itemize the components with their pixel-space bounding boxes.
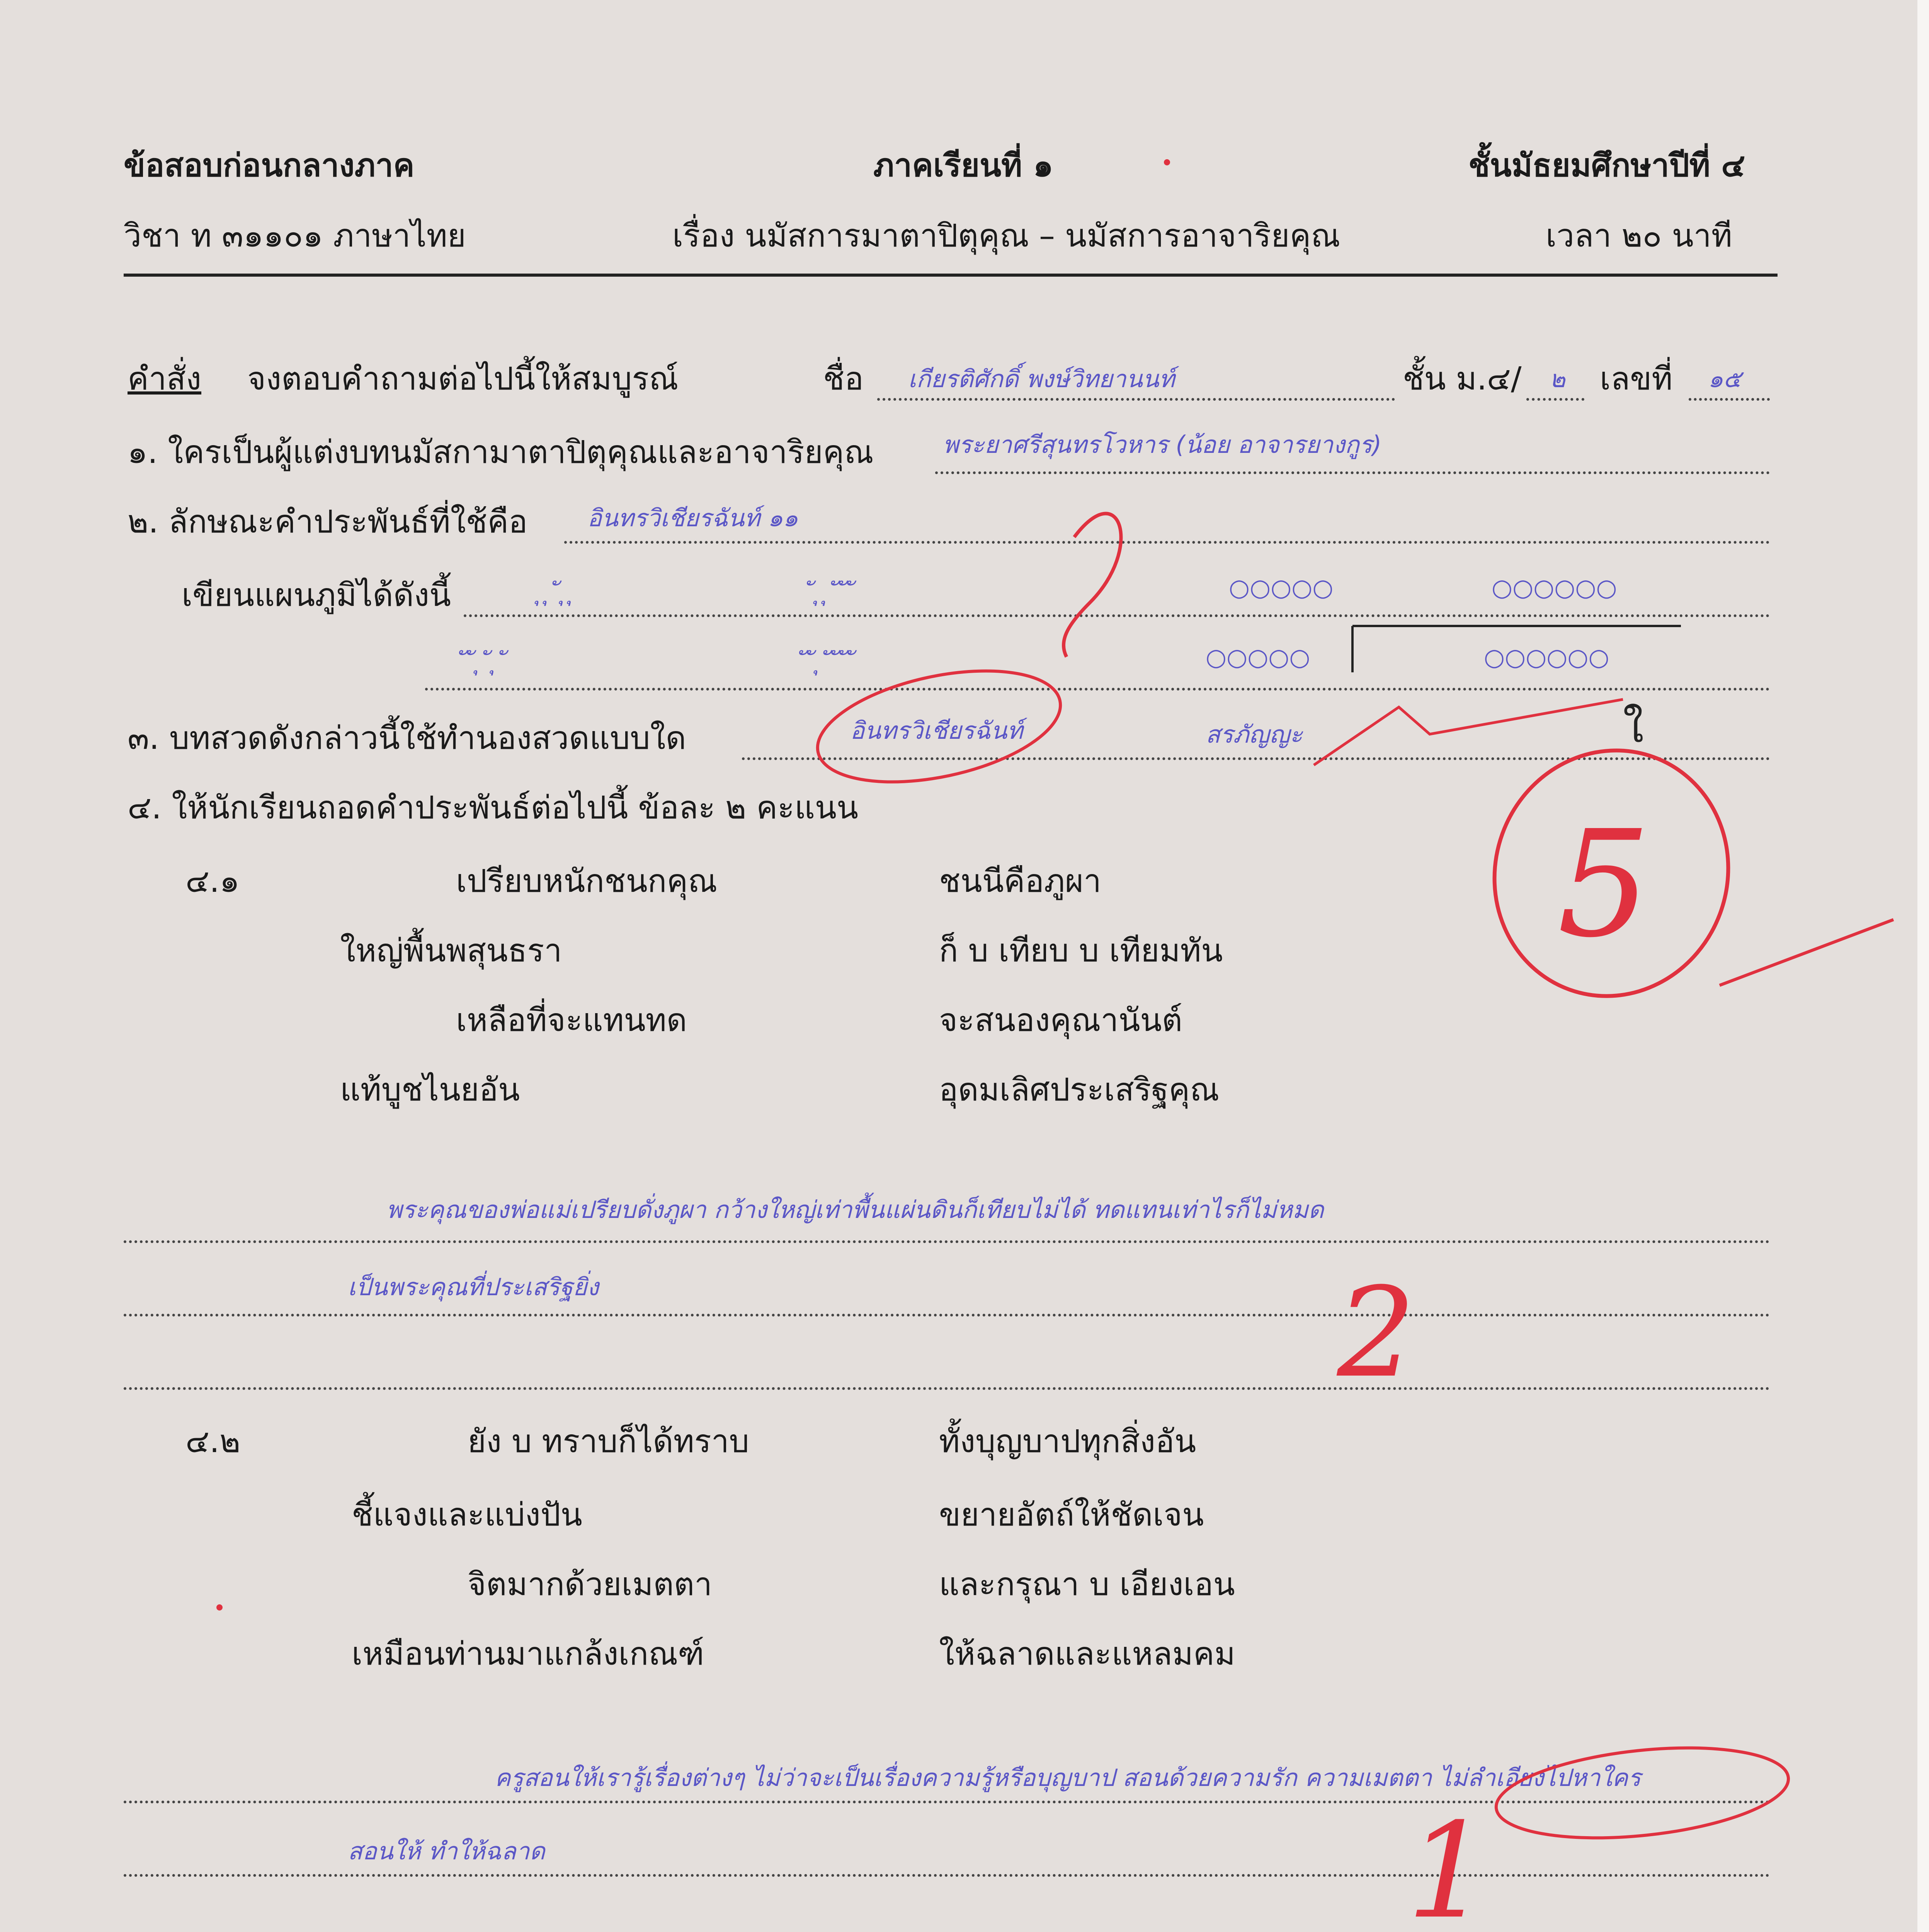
number-label: เลขที่ <box>1600 361 1673 397</box>
class-value: ๒ <box>1550 365 1565 393</box>
s1-line1-b: ชนนีคือภูผา <box>939 863 1102 900</box>
semester: ภาคเรียนที่ ๑ <box>873 147 1053 184</box>
name-label: ชื่อ <box>823 361 864 397</box>
s1-answer-1: พระคุณของพ่อแม่เปรียบดั่งภูผา กว้างใหญ่เท่าพื้นแผ่นดินก็เทียบไม่ได้ ทดแทนเท่าไรก็ไม่หมด <box>386 1196 1324 1224</box>
s2-line3-a: จิตมากด้วยเมตตา <box>468 1566 713 1603</box>
s1-number: ๔.๑ <box>185 863 240 900</box>
q3-text: ๓. บทสวดดังกล่าวนี้ใช้ทำนองสวดแบบใด <box>128 720 686 757</box>
score-tail <box>1720 920 1893 985</box>
s2-circle-mark <box>1492 1735 1793 1850</box>
q2-bracket-mark <box>1352 626 1681 672</box>
s2-line1-b: ทั้งบุญบาปทุกสิ่งอัน <box>939 1423 1196 1460</box>
score-total: 5 <box>1557 799 1651 970</box>
plan-row2-d: ○○○○○○ <box>1484 643 1609 671</box>
s1-line3-a: เหลือที่จะแทนทด <box>456 1002 687 1039</box>
s2-answer-2: สอนให้ ทำให้ฉลาด <box>348 1837 545 1865</box>
instruction-text: จงตอบคำถามต่อไปนี้ให้สมบูรณ์ <box>247 361 679 397</box>
q2-text: ๒. ลักษณะคำประพันธ์ที่ใช้คือ <box>128 503 528 540</box>
s2-answer-1: ครูสอนให้เรารู้เรื่องต่างๆ ไม่ว่าจะเป็นเรื่องความรู้หรือบุญบาป สอนด้วยความรัก ความเมตตา ไม่ลำเอียงไปหาใคร <box>495 1764 1641 1792</box>
s2-line4-b: ให้ฉลาดและแหลมคม <box>939 1636 1235 1672</box>
plan-row1-c: ○○○○○ <box>1229 573 1334 602</box>
s1-line4-a: แท้บูชไนยอัน <box>340 1071 520 1108</box>
q1-answer: พระยาศรีสุนทรโวหาร (น้อย อาจารยางกูร) <box>943 430 1382 459</box>
s2-mark: 1 <box>1407 1795 1490 1932</box>
q3-chevron-mark <box>1314 699 1623 765</box>
red-dot-mark-2 <box>216 1604 223 1611</box>
s1-line3-b: จะสนองคุณานันต์ <box>939 1002 1182 1039</box>
plan-row2-a: ั ั ุ ั ุ ั <box>464 647 504 675</box>
q2-check-mark <box>1064 514 1121 657</box>
q2-mark: ใ <box>1623 702 1644 752</box>
time: เวลา ๒๐ นาที <box>1546 218 1732 254</box>
s2-line4-a: เหมือนท่านมาแกล้งเกณฑ์ <box>352 1636 704 1672</box>
plan-row2-b: ั ั ุ ั ั ั ั <box>804 647 852 675</box>
s2-line1-a: ยัง บ ทราบก็ได้ทราบ <box>468 1423 749 1460</box>
exam-title: ข้อสอบก่อนกลางภาค <box>124 147 415 184</box>
s2-line3-b: และกรุณา บ เอียงเอน <box>939 1566 1235 1603</box>
plan-row1-b: ั ุ ุ ั ั ั <box>811 577 852 605</box>
class-label: ชั้น ม.๔/ <box>1403 361 1522 397</box>
q3-circle-mark <box>808 651 1070 801</box>
red-dot-mark <box>1164 159 1170 165</box>
s1-line1-a: เปรียบหนักชนกคุณ <box>456 863 718 900</box>
topic: เรื่อง นมัสการมาตาปิตุคุณ – นมัสการอาจาริยคุณ <box>672 218 1340 254</box>
grade: ชั้นมัธยมศึกษาปีที่ ๔ <box>1468 147 1745 184</box>
q3-answer: อินทรวิเชียรฉันท์ <box>850 716 1023 745</box>
plan-row1-a: ุ ุ ั ุ ุ <box>541 577 573 605</box>
plan-row1-d: ○○○○○○ <box>1492 573 1617 602</box>
student-name: เกียรติศักดิ์ พงษ์วิทยานนท์ <box>908 365 1175 393</box>
s1-line2-b: ก็ บ เทียบ บ เทียมทัน <box>939 932 1223 969</box>
s1-line4-b: อุดมเลิศประเสริฐคุณ <box>939 1071 1220 1108</box>
s2-line2-a: ชี้แจงและแบ่งปัน <box>352 1497 582 1533</box>
q1-text: ๑. ใครเป็นผู้แต่งบทนมัสกามาตาปิตุคุณและอาจาริยคุณ <box>128 434 874 471</box>
q3-answer2: สรภัญญะ <box>1206 720 1303 748</box>
plan-label: เขียนแผนภูมิได้ดังนี้ <box>182 577 451 614</box>
plan-row2-c: ○○○○○ <box>1206 643 1310 671</box>
s2-number: ๔.๒ <box>185 1423 241 1460</box>
s1-mark: 2 <box>1337 1261 1416 1405</box>
subject: วิชา ท ๓๑๑๐๑ ภาษาไทย <box>124 218 466 254</box>
number-value: ๑๕ <box>1708 365 1742 393</box>
s2-line2-b: ขยายอัตถ์ให้ชัดเจน <box>939 1497 1204 1533</box>
s1-answer-2: เป็นพระคุณที่ประเสริฐยิ่ง <box>348 1273 599 1301</box>
q2-answer: อินทรวิเชียรฉันท์ ๑๑ <box>587 504 798 532</box>
q4-text: ๔. ให้นักเรียนถอดคำประพันธ์ต่อไปนี้ ข้อละ ๒ คะแนน <box>128 789 859 826</box>
s1-line2-a: ใหญ่พื้นพสุนธรา <box>340 932 562 969</box>
instruction-label: คำสั่ง <box>128 361 201 397</box>
